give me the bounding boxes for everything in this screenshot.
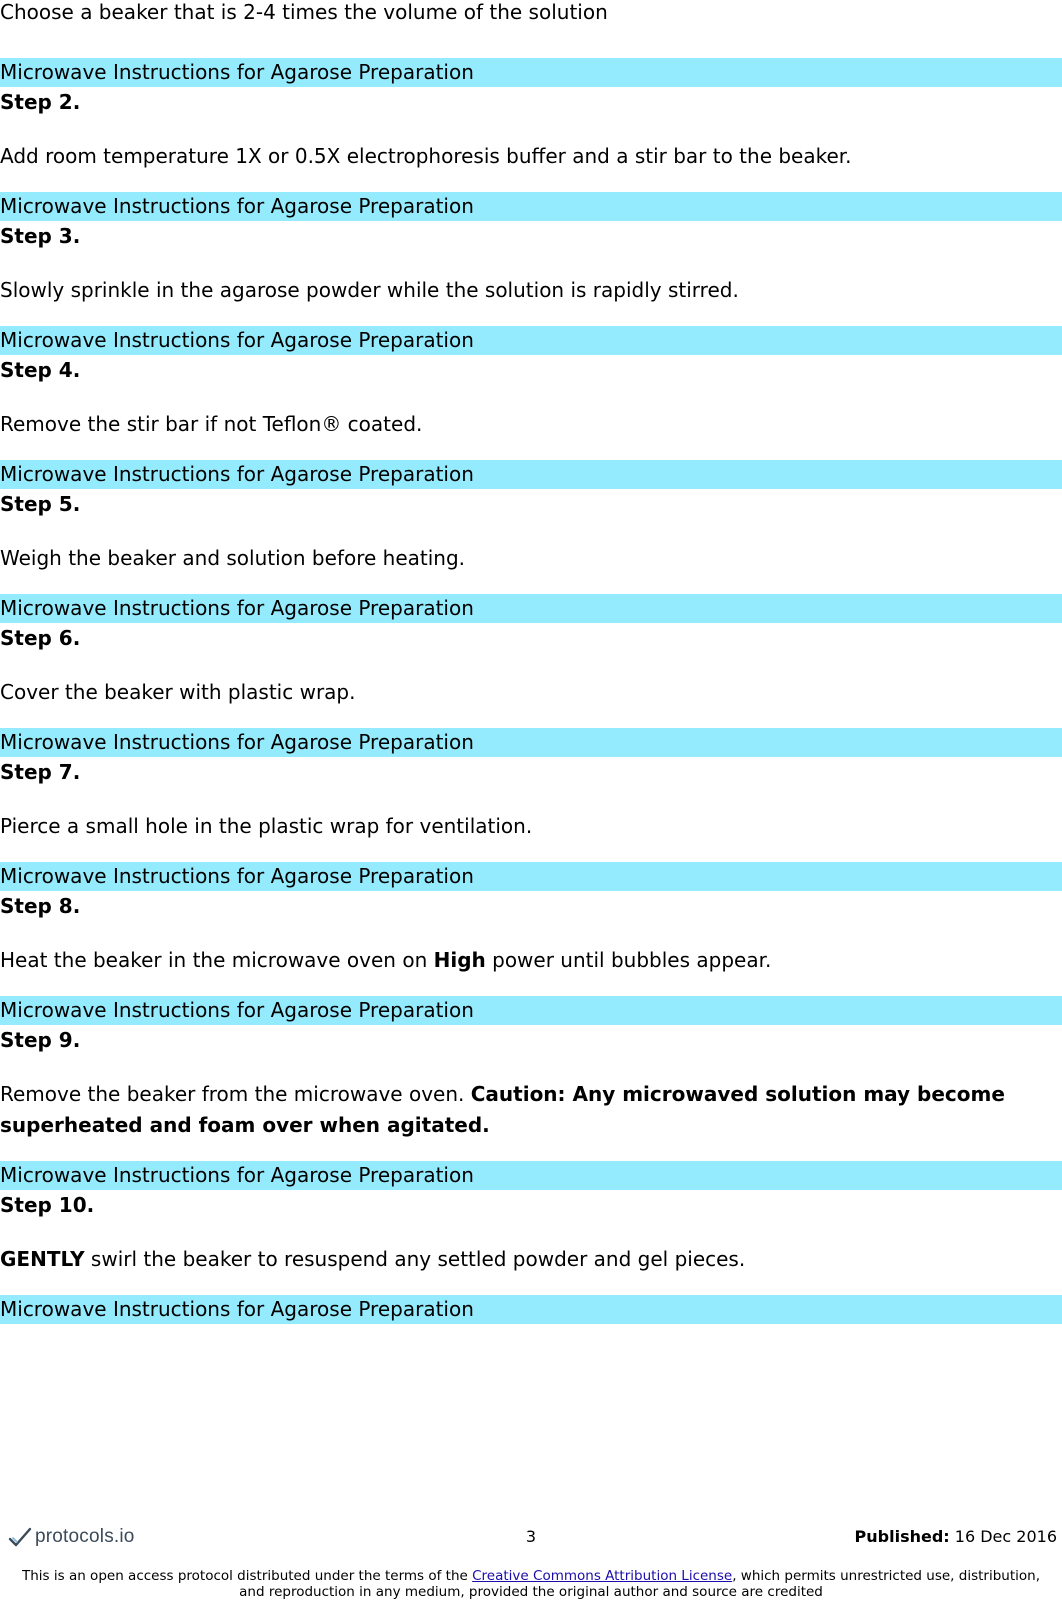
section-header-bar: Microwave Instructions for Agarose Preparation	[0, 1295, 1062, 1324]
section-header-bar: Microwave Instructions for Agarose Preparation	[0, 996, 1062, 1025]
step-text	[0, 1244, 1062, 1275]
step-block	[0, 460, 1062, 574]
step-block	[0, 1161, 1062, 1275]
step-text-part: Remove the beaker from the microwave oven.	[0, 1082, 471, 1106]
step-text-part: Cover the beaker with plastic wrap.	[0, 680, 356, 704]
step-block	[0, 58, 1062, 172]
license-notice	[0, 1568, 1062, 1600]
step-title: Step 5.	[0, 492, 81, 516]
license-link[interactable]: Creative Commons Attribution License	[472, 1568, 733, 1584]
step-text-part: Weigh the beaker and solution before heating.	[0, 546, 466, 570]
step-block	[0, 594, 1062, 708]
section-header-bar: Microwave Instructions for Agarose Preparation	[0, 192, 1062, 221]
step-title: Step 8.	[0, 894, 81, 918]
step-text-part: power until bubbles appear.	[485, 948, 772, 972]
step-text	[0, 1079, 1062, 1141]
section-header-bar: Microwave Instructions for Agarose Preparation	[0, 1161, 1062, 1190]
step-text-bold: GENTLY	[0, 1247, 85, 1271]
page-number: 3	[525, 1527, 537, 1546]
step-title: Step 6.	[0, 626, 81, 650]
step-block	[0, 862, 1062, 976]
step-text-bold: Caution: Any microwaved solution may become superheated and foam over when agitated.	[0, 1082, 1005, 1137]
step-block	[0, 192, 1062, 306]
logo-text: protocols.io	[35, 1526, 135, 1547]
intro-text: Choose a beaker that is 2-4 times the volume of the solution	[0, 0, 608, 24]
step-text-part: Slowly sprinkle in the agarose powder while the solution is rapidly stirred.	[0, 278, 739, 302]
step-text-bold: High	[433, 948, 486, 972]
step-text	[0, 945, 1062, 976]
step-text-part: Heat the beaker in the microwave oven on	[0, 948, 434, 972]
step-text-part: Remove the stir bar if not Teflon® coated.	[0, 412, 423, 436]
page-footer	[0, 1522, 1062, 1552]
published-info	[855, 1522, 1057, 1552]
step-text-part: Pierce a small hole in the plastic wrap for ventilation.	[0, 814, 533, 838]
steps-list	[0, 58, 1062, 1324]
step-block	[0, 326, 1062, 440]
step-block	[0, 728, 1062, 842]
step-text	[0, 409, 1062, 440]
step-title: Step 4.	[0, 358, 81, 382]
section-header-bar: Microwave Instructions for Agarose Preparation	[0, 862, 1062, 891]
step-text	[0, 677, 1062, 708]
step-text	[0, 275, 1062, 306]
section-header-bar: Microwave Instructions for Agarose Preparation	[0, 728, 1062, 757]
license-prefix: This is an open access protocol distributed under the terms of the	[21, 1568, 473, 1584]
published-label: Published:	[854, 1527, 950, 1546]
step-block	[0, 996, 1062, 1141]
step-text-part: swirl the beaker to resuspend any settled powder and gel pieces.	[84, 1247, 746, 1271]
step-title: Step 10.	[0, 1193, 95, 1217]
step-title: Step 7.	[0, 760, 81, 784]
section-header-bar: Microwave Instructions for Agarose Preparation	[0, 594, 1062, 623]
step-text	[0, 141, 1062, 172]
step-text-part: Add room temperature 1X or 0.5X electrophoresis buffer and a stir bar to the beaker.	[0, 144, 852, 168]
step-title: Step 9.	[0, 1028, 81, 1052]
published-date: 16 Dec 2016	[954, 1527, 1057, 1546]
section-header-bar: Microwave Instructions for Agarose Preparation	[0, 460, 1062, 489]
license-line-2: and reproduction in any medium, provided the original author and source are credited	[239, 1584, 823, 1600]
step-title: Step 3.	[0, 224, 81, 248]
license-suffix: , which permits unrestricted use, distribution,	[732, 1568, 1040, 1584]
section-header-bar: Microwave Instructions for Agarose Preparation	[0, 58, 1062, 87]
step-text	[0, 811, 1062, 842]
step-title: Step 2.	[0, 90, 81, 114]
section-header-bar: Microwave Instructions for Agarose Preparation	[0, 326, 1062, 355]
step-text	[0, 543, 1062, 574]
